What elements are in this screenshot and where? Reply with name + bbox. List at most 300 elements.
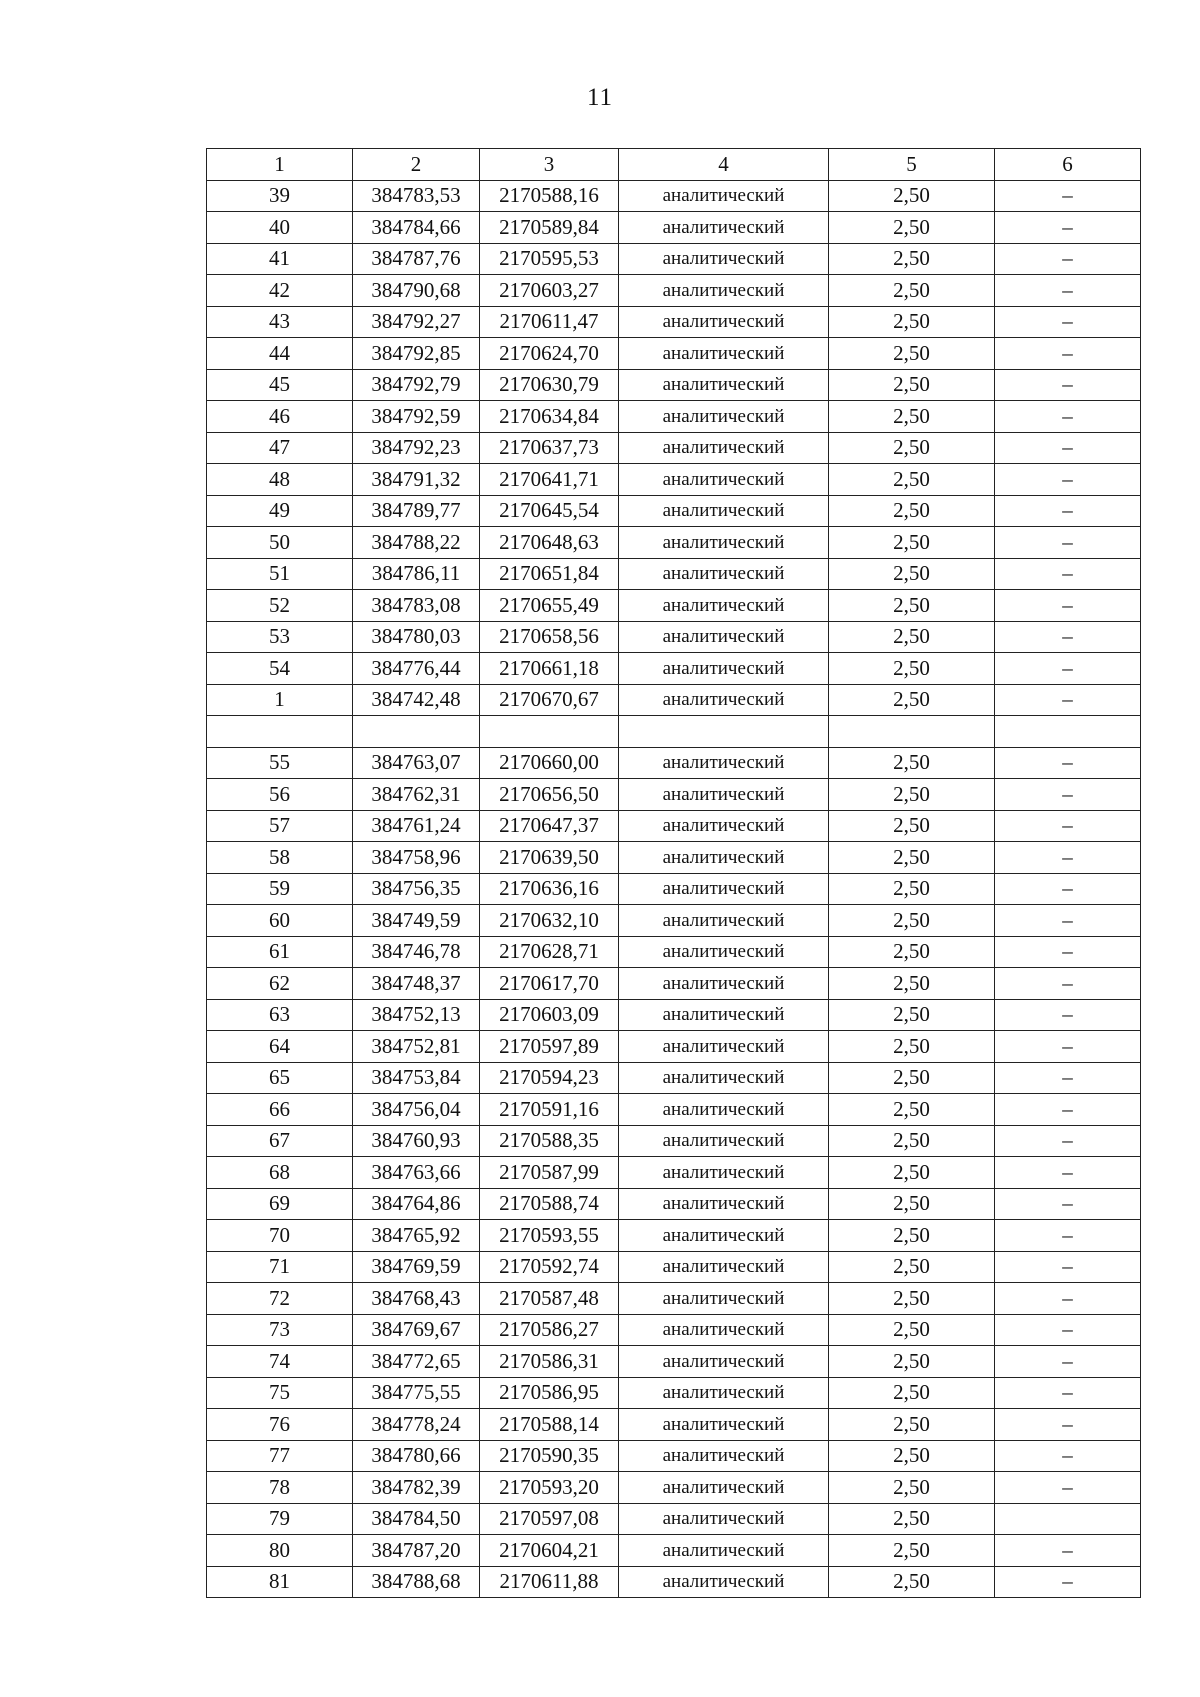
table-row [207,1503,1141,1535]
method-cell: аналитический [619,212,829,244]
y-coordinate-cell: 2170656,50 [480,779,619,811]
point-number-cell: 57 [207,810,353,842]
accuracy-cell: 2,50 [829,464,995,496]
y-coordinate-cell: 2170661,18 [480,653,619,685]
accuracy-cell: 2,50 [829,590,995,622]
method-cell: аналитический [619,1314,829,1346]
table-body [207,180,1141,1598]
table-row [207,369,1141,401]
point-number-cell: 51 [207,558,353,590]
note-cell: – [995,1472,1141,1504]
x-coordinate-cell: 384742,48 [353,684,480,716]
table-row [207,1472,1141,1504]
table-row [207,558,1141,590]
point-number-cell: 54 [207,653,353,685]
y-coordinate-cell: 2170632,10 [480,905,619,937]
accuracy-cell: 2,50 [829,1377,995,1409]
accuracy-cell: 2,50 [829,999,995,1031]
point-number-cell: 60 [207,905,353,937]
note-cell: – [995,1220,1141,1252]
point-number-cell: 61 [207,936,353,968]
accuracy-cell: 2,50 [829,212,995,244]
table-row [207,1535,1141,1567]
note-cell: – [995,1283,1141,1315]
note-cell: – [995,653,1141,685]
table-row [207,1283,1141,1315]
y-coordinate-cell: 2170637,73 [480,432,619,464]
x-coordinate-cell: 384792,23 [353,432,480,464]
point-number-cell: 49 [207,495,353,527]
table-row [207,1220,1141,1252]
y-coordinate-cell: 2170648,63 [480,527,619,559]
table-row [207,716,1141,748]
y-coordinate-cell: 2170594,23 [480,1062,619,1094]
note-cell: – [995,905,1141,937]
method-cell: аналитический [619,1409,829,1441]
note-cell: – [995,1409,1141,1441]
x-coordinate-cell: 384784,66 [353,212,480,244]
header-cell: 4 [619,149,829,181]
table-row [207,1409,1141,1441]
x-coordinate-cell: 384783,08 [353,590,480,622]
accuracy-cell: 2,50 [829,1157,995,1189]
x-coordinate-cell: 384758,96 [353,842,480,874]
x-coordinate-cell: 384761,24 [353,810,480,842]
method-cell: аналитический [619,1188,829,1220]
accuracy-cell: 2,50 [829,1251,995,1283]
method-cell: аналитический [619,369,829,401]
x-coordinate-cell: 384778,24 [353,1409,480,1441]
method-cell: аналитический [619,1125,829,1157]
y-coordinate-cell: 2170597,89 [480,1031,619,1063]
y-coordinate-cell [480,716,619,748]
method-cell: аналитический [619,1377,829,1409]
table-row [207,432,1141,464]
note-cell: – [995,1125,1141,1157]
y-coordinate-cell: 2170628,71 [480,936,619,968]
method-cell: аналитический [619,873,829,905]
y-coordinate-cell: 2170641,71 [480,464,619,496]
note-cell: – [995,1314,1141,1346]
y-coordinate-cell: 2170655,49 [480,590,619,622]
table-row [207,1314,1141,1346]
point-number-cell: 52 [207,590,353,622]
table-row [207,338,1141,370]
header-row [207,149,1141,181]
note-cell [995,1503,1141,1535]
note-cell: – [995,1094,1141,1126]
accuracy-cell: 2,50 [829,558,995,590]
point-number-cell: 39 [207,180,353,212]
accuracy-cell: 2,50 [829,621,995,653]
method-cell: аналитический [619,432,829,464]
method-cell: аналитический [619,180,829,212]
note-cell: – [995,747,1141,779]
note-cell: – [995,1566,1141,1598]
method-cell: аналитический [619,621,829,653]
point-number-cell: 79 [207,1503,353,1535]
point-number-cell: 69 [207,1188,353,1220]
method-cell: аналитический [619,1472,829,1504]
note-cell: – [995,1188,1141,1220]
x-coordinate-cell: 384788,68 [353,1566,480,1598]
note-cell: – [995,1377,1141,1409]
table-row [207,810,1141,842]
y-coordinate-cell: 2170588,14 [480,1409,619,1441]
y-coordinate-cell: 2170592,74 [480,1251,619,1283]
point-number-cell: 81 [207,1566,353,1598]
method-cell: аналитический [619,1566,829,1598]
table-row [207,684,1141,716]
page-number: 11 [586,84,614,111]
point-number-cell: 65 [207,1062,353,1094]
y-coordinate-cell: 2170651,84 [480,558,619,590]
x-coordinate-cell: 384768,43 [353,1283,480,1315]
point-number-cell: 58 [207,842,353,874]
accuracy-cell: 2,50 [829,1314,995,1346]
x-coordinate-cell: 384792,79 [353,369,480,401]
table-row [207,779,1141,811]
point-number-cell: 80 [207,1535,353,1567]
note-cell: – [995,212,1141,244]
header-cell: 2 [353,149,480,181]
note-cell: – [995,1440,1141,1472]
table-row [207,495,1141,527]
coordinates-table [206,148,1141,1598]
accuracy-cell: 2,50 [829,968,995,1000]
accuracy-cell: 2,50 [829,527,995,559]
method-cell: аналитический [619,1503,829,1535]
accuracy-cell: 2,50 [829,243,995,275]
x-coordinate-cell: 384752,13 [353,999,480,1031]
accuracy-cell: 2,50 [829,1346,995,1378]
table-row [207,243,1141,275]
method-cell: аналитический [619,653,829,685]
x-coordinate-cell: 384772,65 [353,1346,480,1378]
accuracy-cell: 2,50 [829,1440,995,1472]
note-cell: – [995,369,1141,401]
table-row [207,1125,1141,1157]
accuracy-cell: 2,50 [829,779,995,811]
method-cell: аналитический [619,1346,829,1378]
method-cell: аналитический [619,779,829,811]
method-cell: аналитический [619,1094,829,1126]
y-coordinate-cell: 2170604,21 [480,1535,619,1567]
accuracy-cell: 2,50 [829,1031,995,1063]
method-cell: аналитический [619,1062,829,1094]
method-cell: аналитический [619,243,829,275]
table-row [207,936,1141,968]
y-coordinate-cell: 2170611,47 [480,306,619,338]
table-row [207,873,1141,905]
x-coordinate-cell: 384749,59 [353,905,480,937]
header-cell: 6 [995,149,1141,181]
x-coordinate-cell: 384784,50 [353,1503,480,1535]
accuracy-cell: 2,50 [829,747,995,779]
x-coordinate-cell: 384748,37 [353,968,480,1000]
table-row [207,1566,1141,1598]
y-coordinate-cell: 2170630,79 [480,369,619,401]
point-number-cell: 72 [207,1283,353,1315]
point-number-cell: 43 [207,306,353,338]
method-cell: аналитический [619,968,829,1000]
y-coordinate-cell: 2170591,16 [480,1094,619,1126]
table-row [207,1062,1141,1094]
method-cell: аналитический [619,558,829,590]
x-coordinate-cell: 384783,53 [353,180,480,212]
y-coordinate-cell: 2170587,48 [480,1283,619,1315]
table-row [207,1377,1141,1409]
note-cell: – [995,1535,1141,1567]
note-cell: – [995,275,1141,307]
x-coordinate-cell: 384792,27 [353,306,480,338]
accuracy-cell: 2,50 [829,873,995,905]
note-cell: – [995,464,1141,496]
accuracy-cell: 2,50 [829,1125,995,1157]
x-coordinate-cell: 384789,77 [353,495,480,527]
note-cell: – [995,1031,1141,1063]
table-row [207,1031,1141,1063]
point-number-cell: 47 [207,432,353,464]
point-number-cell: 75 [207,1377,353,1409]
accuracy-cell: 2,50 [829,905,995,937]
method-cell: аналитический [619,936,829,968]
point-number-cell: 42 [207,275,353,307]
table-row [207,464,1141,496]
point-number-cell: 46 [207,401,353,433]
method-cell: аналитический [619,1251,829,1283]
accuracy-cell: 2,50 [829,401,995,433]
method-cell: аналитический [619,1157,829,1189]
accuracy-cell: 2,50 [829,1188,995,1220]
x-coordinate-cell: 384764,86 [353,1188,480,1220]
x-coordinate-cell: 384782,39 [353,1472,480,1504]
table-row [207,590,1141,622]
y-coordinate-cell: 2170670,67 [480,684,619,716]
x-coordinate-cell: 384787,20 [353,1535,480,1567]
point-number-cell: 56 [207,779,353,811]
accuracy-cell: 2,50 [829,1503,995,1535]
point-number-cell: 59 [207,873,353,905]
y-coordinate-cell: 2170636,16 [480,873,619,905]
method-cell: аналитический [619,401,829,433]
method-cell: аналитический [619,527,829,559]
y-coordinate-cell: 2170624,70 [480,338,619,370]
note-cell [995,716,1141,748]
x-coordinate-cell: 384769,67 [353,1314,480,1346]
x-coordinate-cell: 384792,85 [353,338,480,370]
table-row [207,747,1141,779]
accuracy-cell: 2,50 [829,936,995,968]
accuracy-cell: 2,50 [829,338,995,370]
note-cell: – [995,936,1141,968]
header-cell: 5 [829,149,995,181]
point-number-cell: 73 [207,1314,353,1346]
method-cell: аналитический [619,810,829,842]
note-cell: – [995,684,1141,716]
y-coordinate-cell: 2170593,55 [480,1220,619,1252]
note-cell: – [995,495,1141,527]
y-coordinate-cell: 2170586,31 [480,1346,619,1378]
y-coordinate-cell: 2170587,99 [480,1157,619,1189]
method-cell: аналитический [619,464,829,496]
y-coordinate-cell: 2170639,50 [480,842,619,874]
x-coordinate-cell: 384791,32 [353,464,480,496]
note-cell: – [995,401,1141,433]
x-coordinate-cell: 384763,66 [353,1157,480,1189]
note-cell: – [995,338,1141,370]
y-coordinate-cell: 2170593,20 [480,1472,619,1504]
header-cell: 3 [480,149,619,181]
accuracy-cell: 2,50 [829,810,995,842]
note-cell: – [995,999,1141,1031]
note-cell: – [995,1251,1141,1283]
point-number-cell: 50 [207,527,353,559]
y-coordinate-cell: 2170645,54 [480,495,619,527]
table-row [207,401,1141,433]
accuracy-cell: 2,50 [829,369,995,401]
note-cell: – [995,590,1141,622]
point-number-cell: 53 [207,621,353,653]
accuracy-cell: 2,50 [829,275,995,307]
note-cell: – [995,968,1141,1000]
accuracy-cell: 2,50 [829,842,995,874]
x-coordinate-cell: 384776,44 [353,653,480,685]
note-cell: – [995,842,1141,874]
note-cell: – [995,1157,1141,1189]
accuracy-cell: 2,50 [829,1535,995,1567]
x-coordinate-cell: 384780,66 [353,1440,480,1472]
x-coordinate-cell: 384756,04 [353,1094,480,1126]
point-number-cell: 74 [207,1346,353,1378]
point-number-cell: 76 [207,1409,353,1441]
y-coordinate-cell: 2170617,70 [480,968,619,1000]
accuracy-cell: 2,50 [829,684,995,716]
accuracy-cell: 2,50 [829,306,995,338]
table-row [207,653,1141,685]
y-coordinate-cell: 2170595,53 [480,243,619,275]
method-cell: аналитический [619,590,829,622]
table-header [207,149,1141,181]
table-row [207,1440,1141,1472]
y-coordinate-cell: 2170660,00 [480,747,619,779]
note-cell: – [995,558,1141,590]
method-cell: аналитический [619,1220,829,1252]
point-number-cell: 63 [207,999,353,1031]
accuracy-cell: 2,50 [829,1220,995,1252]
point-number-cell: 67 [207,1125,353,1157]
accuracy-cell: 2,50 [829,432,995,464]
accuracy-cell: 2,50 [829,1409,995,1441]
point-number-cell: 48 [207,464,353,496]
table-row [207,999,1141,1031]
x-coordinate-cell: 384787,76 [353,243,480,275]
method-cell: аналитический [619,747,829,779]
note-cell: – [995,527,1141,559]
point-number-cell: 41 [207,243,353,275]
y-coordinate-cell: 2170589,84 [480,212,619,244]
y-coordinate-cell: 2170603,27 [480,275,619,307]
method-cell: аналитический [619,1031,829,1063]
accuracy-cell: 2,50 [829,1566,995,1598]
point-number-cell: 64 [207,1031,353,1063]
table-row [207,1094,1141,1126]
point-number-cell: 77 [207,1440,353,1472]
method-cell: аналитический [619,905,829,937]
note-cell: – [995,432,1141,464]
point-number-cell: 55 [207,747,353,779]
table-row [207,1188,1141,1220]
accuracy-cell [829,716,995,748]
y-coordinate-cell: 2170590,35 [480,1440,619,1472]
point-number-cell: 78 [207,1472,353,1504]
table-row [207,905,1141,937]
note-cell: – [995,810,1141,842]
x-coordinate-cell: 384780,03 [353,621,480,653]
y-coordinate-cell: 2170597,08 [480,1503,619,1535]
x-coordinate-cell: 384769,59 [353,1251,480,1283]
table-row [207,306,1141,338]
table-row [207,968,1141,1000]
table-row [207,1346,1141,1378]
x-coordinate-cell: 384756,35 [353,873,480,905]
note-cell: – [995,779,1141,811]
note-cell: – [995,180,1141,212]
method-cell: аналитический [619,306,829,338]
accuracy-cell: 2,50 [829,1094,995,1126]
method-cell: аналитический [619,275,829,307]
table-row [207,212,1141,244]
method-cell: аналитический [619,1535,829,1567]
point-number-cell: 40 [207,212,353,244]
y-coordinate-cell: 2170603,09 [480,999,619,1031]
method-cell: аналитический [619,842,829,874]
x-coordinate-cell: 384760,93 [353,1125,480,1157]
table-row [207,527,1141,559]
y-coordinate-cell: 2170634,84 [480,401,619,433]
table-row [207,621,1141,653]
accuracy-cell: 2,50 [829,495,995,527]
point-number-cell [207,716,353,748]
x-coordinate-cell: 384753,84 [353,1062,480,1094]
accuracy-cell: 2,50 [829,1472,995,1504]
point-number-cell: 71 [207,1251,353,1283]
x-coordinate-cell: 384790,68 [353,275,480,307]
point-number-cell: 70 [207,1220,353,1252]
y-coordinate-cell: 2170588,74 [480,1188,619,1220]
x-coordinate-cell: 384752,81 [353,1031,480,1063]
note-cell: – [995,243,1141,275]
note-cell: – [995,1062,1141,1094]
header-cell: 1 [207,149,353,181]
table-row [207,1251,1141,1283]
x-coordinate-cell [353,716,480,748]
method-cell [619,716,829,748]
table-row [207,275,1141,307]
method-cell: аналитический [619,1283,829,1315]
y-coordinate-cell: 2170588,16 [480,180,619,212]
x-coordinate-cell: 384746,78 [353,936,480,968]
note-cell: – [995,873,1141,905]
y-coordinate-cell: 2170586,27 [480,1314,619,1346]
y-coordinate-cell: 2170611,88 [480,1566,619,1598]
method-cell: аналитический [619,495,829,527]
x-coordinate-cell: 384788,22 [353,527,480,559]
point-number-cell: 66 [207,1094,353,1126]
x-coordinate-cell: 384762,31 [353,779,480,811]
x-coordinate-cell: 384765,92 [353,1220,480,1252]
method-cell: аналитический [619,684,829,716]
